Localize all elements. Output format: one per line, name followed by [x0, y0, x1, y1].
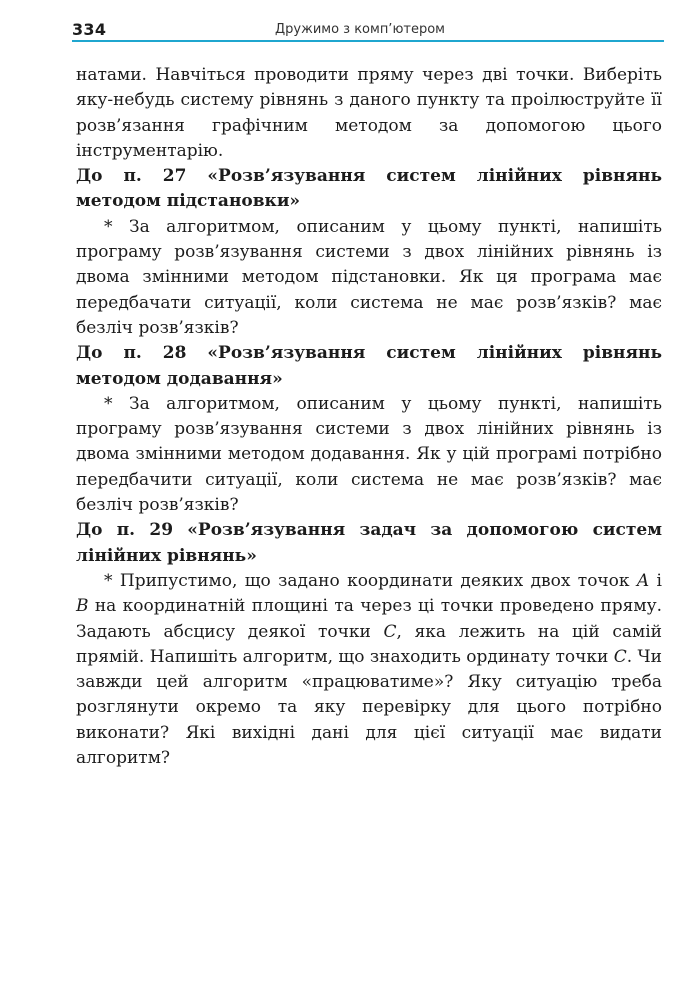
- header-rule: [72, 40, 664, 42]
- point-c-variable-second: C: [613, 646, 627, 667]
- section-body-29: [76, 569, 662, 771]
- running-title: Дружимо з комп’ютером: [275, 22, 445, 37]
- page-content: [76, 63, 662, 771]
- point-c-variable: C: [383, 621, 397, 642]
- section-body-27: * За алгоритмом, описаним у цьому пункті, напишіть програму розв’язування системи з двох лінійних рівнянь із двома змінними методом підстановки. Як ця програма має передбачати ситуації, коли система не має розв’язків? має безліч розв’язків?: [76, 216, 662, 338]
- section-body-28: * За алгоритмом, описаним у цьому пункті, напишіть програму розв’язування системи з двох лінійних рівнянь із двома змінними методом додавання. Як у цій програмі потрібно передбачити ситуації, коли система не має розв’язків? має безліч розв’язків?: [76, 393, 662, 516]
- page-header: [72, 18, 664, 40]
- body-29-text-3: на координатній площині та через ці точки проведено пряму. Задають абсцису деякої точки: [76, 596, 662, 642]
- section-heading-29: До п. 29 «Розв’язування задач за допомогою систем лінійних рівнянь»: [76, 520, 662, 566]
- body-29-text-4: , яка лежить на цій самій прямій. Напишіть алгоритм, що знаходить ординату точки: [76, 621, 663, 667]
- point-b-variable: B: [76, 596, 89, 617]
- page-number: 334: [72, 20, 107, 39]
- body-29-text-5: . Чи завжди цей алгоритм «працюватиме»? Яку ситуацію треба розглянути окремо та яку перевірку для цього потрібно виконати? Які вихідні дані для цієї ситуації має видати алгоритм?: [76, 646, 662, 769]
- section-heading-28: До п. 28 «Розв’язування систем лінійних рівнянь методом додавання»: [76, 343, 662, 389]
- section-heading-27: До п. 27 «Розв’язування систем лінійних рівнянь методом підстановки»: [76, 166, 662, 212]
- body-29-text-1: * Припустимо, що задано координати деяких двох точок: [104, 570, 637, 591]
- body-29-text-2: і: [649, 570, 662, 591]
- intro-paragraph: натами. Навчіться проводити пряму через дві точки. Виберіть яку-небудь систему рівнянь з даного пункту та проілюструйте її розв’язання графічним методом за допомогою цього інструментарію.: [76, 65, 662, 161]
- point-a-variable: A: [636, 570, 650, 591]
